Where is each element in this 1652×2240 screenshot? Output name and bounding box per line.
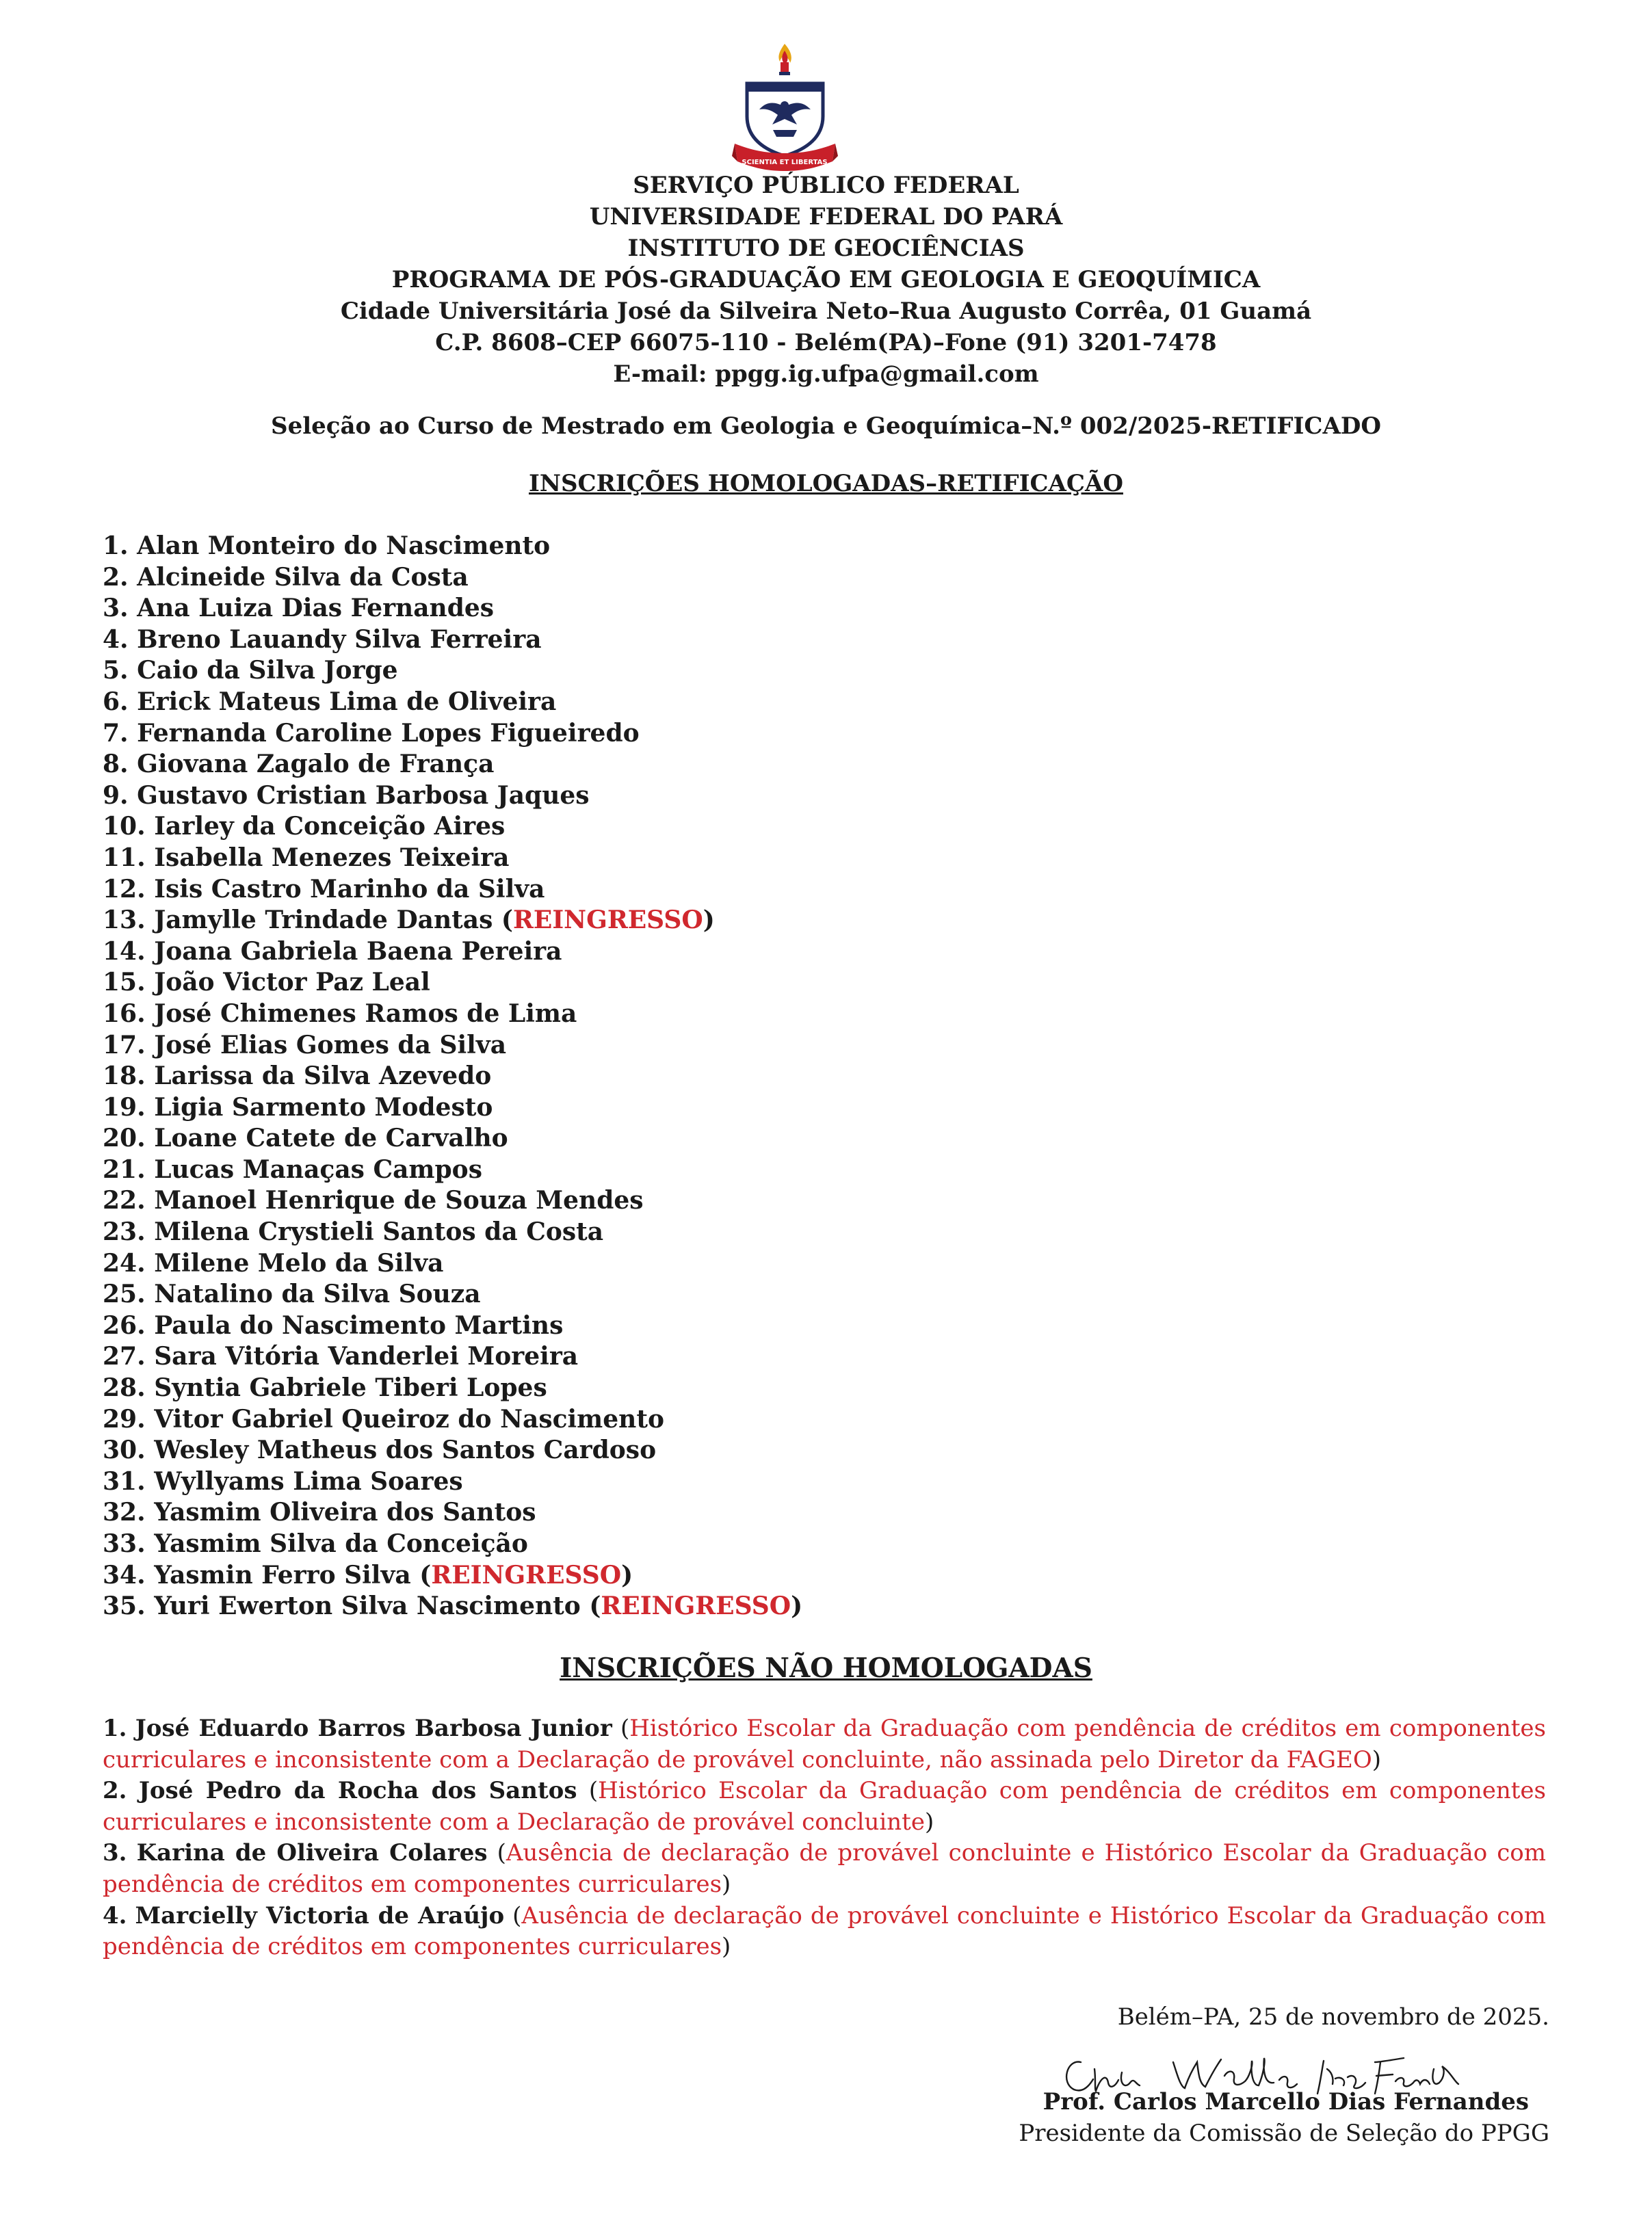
header-line-institute: INSTITUTO DE GEOCIÊNCIAS bbox=[627, 235, 1025, 262]
candidate-name: Milena Crystieli Santos da Costa bbox=[154, 1217, 604, 1247]
paren-close: ) bbox=[1372, 1745, 1381, 1774]
list-item bbox=[103, 593, 802, 624]
list-item bbox=[103, 1217, 802, 1248]
item-number: 9. bbox=[103, 780, 129, 810]
list-item bbox=[103, 1901, 1546, 1963]
candidate-name: José Chimenes Ramos de Lima bbox=[154, 999, 577, 1028]
candidate-name: Ligia Sarmento Modesto bbox=[154, 1092, 493, 1122]
list-item bbox=[103, 1466, 802, 1498]
list-item bbox=[103, 1248, 802, 1280]
candidate-name: Yasmim Silva da Conceição bbox=[154, 1529, 528, 1558]
item-number: 33. bbox=[103, 1529, 146, 1558]
candidate-name: Karina de Oliveira Colares bbox=[136, 1839, 488, 1867]
candidate-name: Marcielly Victoria de Araújo bbox=[135, 1901, 505, 1929]
item-number: 3. bbox=[103, 594, 129, 623]
item-number: 24. bbox=[103, 1248, 146, 1278]
candidate-name: Giovana Zagalo de França bbox=[137, 750, 495, 779]
paren-close: ) bbox=[722, 1933, 731, 1961]
header-line-university: UNIVERSIDADE FEDERAL DO PARÁ bbox=[589, 203, 1063, 230]
item-number: 29. bbox=[103, 1404, 146, 1434]
item-number: 10. bbox=[103, 812, 146, 841]
candidate-name: Yasmim Oliveira dos Santos bbox=[154, 1498, 536, 1527]
list-item bbox=[103, 1123, 802, 1155]
rejection-reason: Ausência de declaração de provável concluinte e Histórico Escolar da Graduação com pendência de créditos em componentes curriculares bbox=[103, 1901, 1547, 1961]
list-item bbox=[103, 531, 802, 562]
item-number: 2. bbox=[103, 1777, 127, 1805]
item-number: 14. bbox=[103, 936, 146, 966]
list-item bbox=[103, 843, 802, 874]
candidate-name: José Pedro da Rocha dos Santos bbox=[138, 1777, 577, 1805]
rejection-reason: Histórico Escolar da Graduação com pendência de créditos em componentes curriculares e inconsistente com a Declaração de provável concluinte bbox=[103, 1777, 1547, 1836]
candidate-name: Manoel Henrique de Souza Mendes bbox=[154, 1186, 644, 1215]
rejection-reason: Ausência de declaração de provável concluinte e Histórico Escolar da Graduação com pendência de créditos em componentes curriculares bbox=[103, 1839, 1547, 1898]
item-number: 4. bbox=[103, 624, 129, 654]
candidate-name: Alan Monteiro do Nascimento bbox=[137, 531, 551, 560]
paren-open: ( bbox=[487, 1839, 506, 1867]
candidate-name: Iarley da Conceição Aires bbox=[154, 812, 506, 841]
list-item bbox=[103, 1713, 1546, 1776]
list-item bbox=[103, 1279, 802, 1310]
item-number: 28. bbox=[103, 1373, 146, 1403]
date-line: Belém–PA, 25 de novembro de 2025. bbox=[1117, 2003, 1549, 2031]
list-item bbox=[103, 718, 802, 750]
homologadas-list bbox=[103, 531, 802, 1622]
institution-header bbox=[0, 170, 1652, 390]
item-number: 8. bbox=[103, 750, 129, 779]
paren-close: ) bbox=[722, 1870, 731, 1898]
list-item bbox=[103, 1838, 1546, 1900]
list-item bbox=[103, 1404, 802, 1436]
candidate-name: Wyllyams Lima Soares bbox=[154, 1466, 463, 1496]
paren-open: ( bbox=[504, 1901, 522, 1929]
paren-open: ( bbox=[577, 1777, 599, 1805]
item-number: 34. bbox=[103, 1560, 146, 1590]
item-number: 23. bbox=[103, 1217, 146, 1247]
item-number: 3. bbox=[103, 1839, 127, 1867]
item-number: 5. bbox=[103, 656, 129, 685]
list-item bbox=[103, 655, 802, 687]
candidate-name: Gustavo Cristian Barbosa Jaques bbox=[137, 780, 590, 810]
list-item bbox=[103, 1435, 802, 1466]
ufpa-coat-of-arms-icon bbox=[732, 41, 838, 178]
list-item: 13. Jamylle Trindade Dantas (REINGRESSO) bbox=[103, 906, 715, 935]
candidate-name: Isabella Menezes Teixeira bbox=[154, 843, 510, 872]
candidate-name: Breno Lauandy Silva Ferreira bbox=[137, 624, 542, 654]
candidate-name: José Eduardo Barros Barbosa Junior bbox=[135, 1715, 612, 1742]
rejection-reason: Histórico Escolar da Graduação com pendência de créditos em componentes curriculares e inconsistente com a Declaração de provável concluinte, não assinada pelo Diretor da FAGEO bbox=[103, 1715, 1546, 1774]
header-line-program: PROGRAMA DE PÓS-GRADUAÇÃO EM GEOLOGIA E GEOQUÍMICA bbox=[391, 266, 1261, 293]
candidate-name: Alcineide Silva da Costa bbox=[137, 562, 469, 592]
item-number: 17. bbox=[103, 1030, 146, 1059]
selection-title: Seleção ao Curso de Mestrado em Geologia e Geoquímica–N.º 002/2025-RETIFICADO bbox=[271, 412, 1381, 440]
list-item bbox=[103, 1310, 802, 1342]
candidate-name: Yuri Ewerton Silva Nascimento bbox=[154, 1592, 581, 1621]
header-line-service: SERVIÇO PÚBLICO FEDERAL bbox=[633, 172, 1019, 199]
nao-homologadas-title: INSCRIÇÕES NÃO HOMOLOGADAS bbox=[560, 1652, 1092, 1684]
item-number: 2. bbox=[103, 562, 129, 592]
candidate-name: Yasmin Ferro Silva bbox=[154, 1560, 411, 1590]
item-number: 21. bbox=[103, 1155, 146, 1184]
candidate-name: João Victor Paz Leal bbox=[154, 968, 430, 997]
item-number: 20. bbox=[103, 1124, 146, 1153]
list-item bbox=[103, 967, 802, 999]
candidate-name: Erick Mateus Lima de Oliveira bbox=[137, 687, 557, 716]
list-item bbox=[103, 780, 802, 812]
header-line-address: Cidade Universitária José da Silveira Neto–Rua Augusto Corrêa, 01 Guamá bbox=[340, 298, 1312, 325]
list-item bbox=[103, 811, 802, 843]
paren-close: ) bbox=[924, 1808, 934, 1836]
item-number: 30. bbox=[103, 1436, 146, 1465]
list-item bbox=[103, 749, 802, 780]
candidate-name: Loane Catete de Carvalho bbox=[154, 1124, 508, 1153]
header-line-email: E-mail: ppgg.ig.ufpa@gmail.com bbox=[613, 360, 1039, 388]
list-item bbox=[103, 1030, 802, 1062]
item-number: 18. bbox=[103, 1062, 146, 1091]
candidate-name: Paula do Nascimento Martins bbox=[154, 1310, 564, 1340]
item-number: 31. bbox=[103, 1466, 146, 1496]
item-number: 11. bbox=[103, 843, 146, 872]
list-item bbox=[103, 1497, 802, 1529]
candidate-name: Natalino da Silva Souza bbox=[154, 1280, 481, 1309]
item-number: 7. bbox=[103, 718, 129, 748]
item-number: 15. bbox=[103, 968, 146, 997]
item-number: 12. bbox=[103, 874, 146, 904]
candidate-name: Ana Luiza Dias Fernandes bbox=[137, 594, 495, 623]
list-item bbox=[103, 1529, 802, 1560]
candidate-name: Larissa da Silva Azevedo bbox=[154, 1062, 492, 1091]
list-item bbox=[103, 999, 802, 1030]
item-number: 13. bbox=[103, 906, 146, 935]
list-item bbox=[103, 1373, 802, 1404]
item-number: 27. bbox=[103, 1342, 146, 1371]
svg-text:SCIENTIA ET LIBERTAS: SCIENTIA ET LIBERTAS bbox=[742, 159, 828, 166]
candidate-name: Syntia Gabriele Tiberi Lopes bbox=[154, 1373, 547, 1403]
paren-open: ( bbox=[612, 1715, 630, 1742]
item-number: 4. bbox=[103, 1901, 127, 1929]
item-number: 35. bbox=[103, 1592, 146, 1621]
signer-role: Presidente da Comissão de Seleção do PPGG bbox=[1019, 2120, 1549, 2147]
candidate-name: Jamylle Trindade Dantas bbox=[154, 906, 493, 935]
header-line-phone: C.P. 8608–CEP 66075-110 - Belém(PA)–Fone (91) 3201-7478 bbox=[435, 329, 1217, 356]
nao-homologadas-list bbox=[103, 1713, 1546, 1963]
item-number: 1. bbox=[103, 531, 129, 560]
item-number: 1. bbox=[103, 1715, 127, 1742]
list-item bbox=[103, 687, 802, 718]
item-number: 32. bbox=[103, 1498, 146, 1527]
item-number: 26. bbox=[103, 1310, 146, 1340]
candidate-name: Isis Castro Marinho da Silva bbox=[154, 874, 545, 904]
reingresso-tag: REINGRESSO bbox=[601, 1592, 791, 1621]
reingresso-tag: REINGRESSO bbox=[431, 1560, 622, 1590]
homologadas-title: INSCRIÇÕES HOMOLOGADAS–RETIFICAÇÃO bbox=[528, 470, 1123, 497]
candidate-name: Fernanda Caroline Lopes Figueiredo bbox=[137, 718, 640, 748]
list-item bbox=[103, 874, 802, 906]
list-item bbox=[103, 1155, 802, 1186]
candidate-name: Joana Gabriela Baena Pereira bbox=[154, 936, 562, 966]
signer-name: Prof. Carlos Marcello Dias Fernandes bbox=[1043, 2088, 1529, 2116]
reingresso-tag: REINGRESSO bbox=[512, 906, 703, 935]
item-number: 22. bbox=[103, 1186, 146, 1215]
candidate-name: Caio da Silva Jorge bbox=[137, 656, 398, 685]
candidate-name: Wesley Matheus dos Santos Cardoso bbox=[154, 1436, 657, 1465]
list-item: 35. Yuri Ewerton Silva Nascimento (REINGRESSO) bbox=[103, 1592, 803, 1621]
list-item: 34. Yasmin Ferro Silva (REINGRESSO) bbox=[103, 1560, 633, 1590]
list-item bbox=[103, 1061, 802, 1092]
candidate-name: José Elias Gomes da Silva bbox=[154, 1030, 507, 1059]
list-item bbox=[103, 562, 802, 594]
list-item bbox=[103, 936, 802, 968]
candidate-name: Vitor Gabriel Queiroz do Nascimento bbox=[154, 1404, 664, 1434]
item-number: 16. bbox=[103, 999, 146, 1028]
candidate-name: Lucas Manaças Campos bbox=[154, 1155, 482, 1184]
list-item bbox=[103, 1341, 802, 1373]
list-item bbox=[103, 1776, 1546, 1838]
item-number: 6. bbox=[103, 687, 129, 716]
candidate-name: Sara Vitória Vanderlei Moreira bbox=[154, 1342, 579, 1371]
item-number: 19. bbox=[103, 1092, 146, 1122]
list-item bbox=[103, 624, 802, 656]
candidate-name: Milene Melo da Silva bbox=[154, 1248, 444, 1278]
list-item bbox=[103, 1092, 802, 1124]
item-number: 25. bbox=[103, 1280, 146, 1309]
list-item bbox=[103, 1185, 802, 1217]
